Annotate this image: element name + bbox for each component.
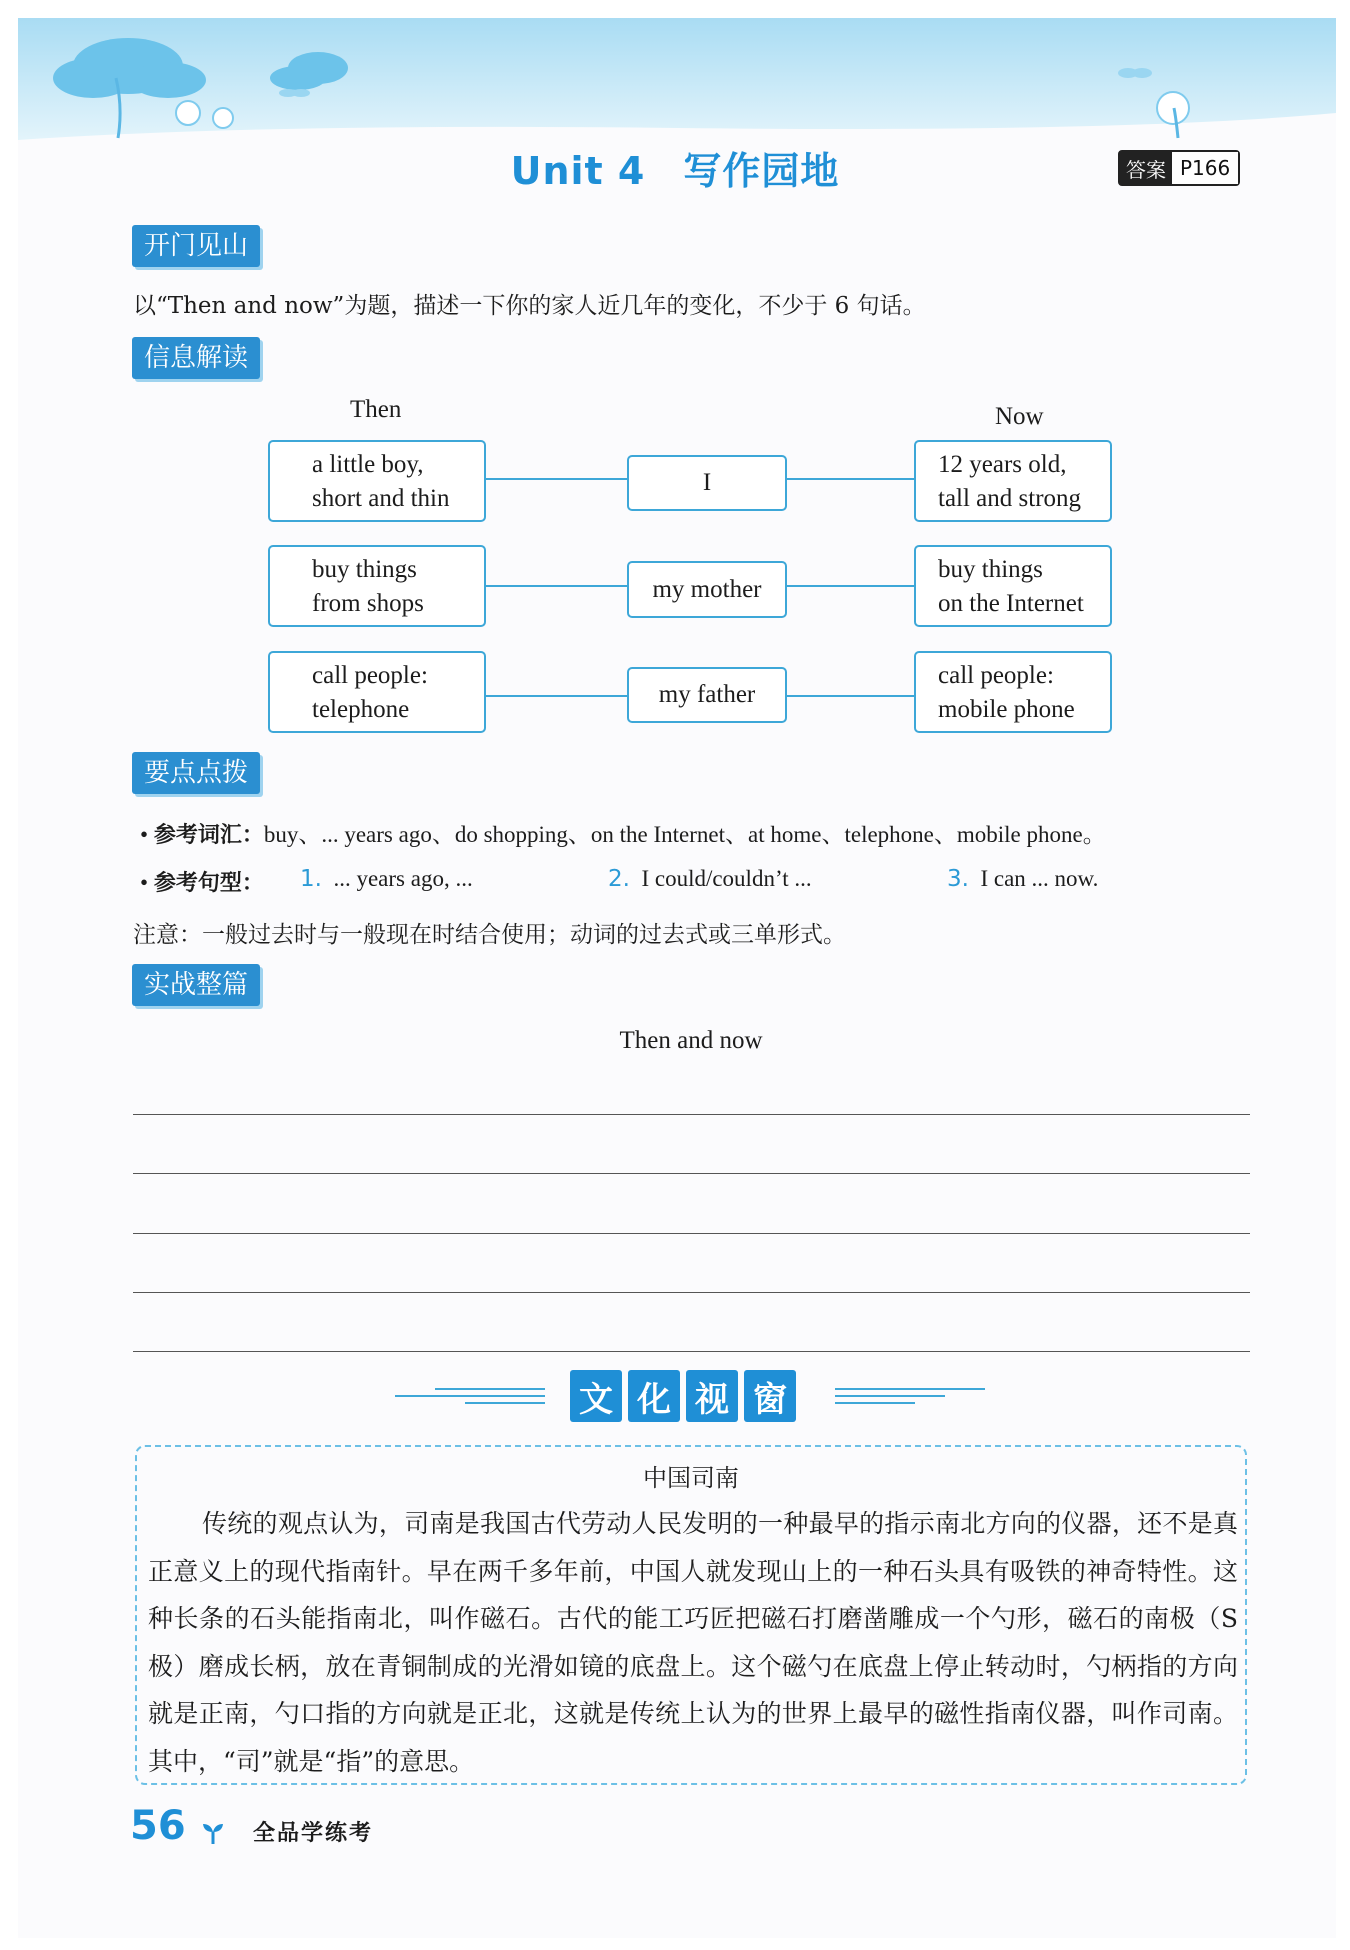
- header-banner-illustration: [18, 18, 1336, 143]
- writing-line[interactable]: [133, 1351, 1250, 1352]
- then-line: a little boy,: [312, 451, 424, 478]
- unit-label: Unit 4: [510, 149, 646, 193]
- then-line: buy things: [312, 556, 417, 583]
- heading-char: 窗: [744, 1370, 796, 1422]
- now-column-heading: Now: [995, 403, 1044, 430]
- now-box: [914, 440, 1112, 522]
- now-line: mobile phone: [938, 696, 1075, 723]
- heading-char: 化: [628, 1370, 680, 1422]
- section-title: 写作园地: [683, 149, 840, 193]
- pattern-text: I can ... now.: [980, 866, 1099, 891]
- decorative-lines-right: [835, 1388, 985, 1409]
- section-tag-tips: 要点点拨: [132, 752, 260, 794]
- then-box: [268, 545, 486, 627]
- now-line: on the Internet: [938, 590, 1084, 617]
- grammar-note: 注意：一般过去时与一般现在时结合使用；动词的过去式或三单形式。: [133, 922, 846, 948]
- connector-line: [486, 585, 628, 587]
- now-box: [914, 545, 1112, 627]
- then-line: telephone: [312, 696, 410, 723]
- writing-line[interactable]: [133, 1233, 1250, 1234]
- vocab-line: [140, 816, 1106, 849]
- culture-window-heading: [570, 1370, 796, 1422]
- then-box: [268, 651, 486, 733]
- writing-line[interactable]: [133, 1173, 1250, 1174]
- answer-reference-badge: [1118, 150, 1240, 186]
- writing-prompt: 以“Then and now”为题，描述一下你的家人近几年的变化，不少于 6 句话。: [133, 293, 926, 319]
- now-line: 12 years old,: [938, 451, 1067, 478]
- connector-line: [787, 695, 915, 697]
- heading-char: 文: [570, 1370, 622, 1422]
- bullet-dot: •: [140, 870, 154, 895]
- person-box: [627, 455, 787, 511]
- pattern-text: ... years ago, ...: [333, 866, 473, 891]
- answer-page: P166: [1172, 152, 1238, 184]
- page-number: 56: [130, 1803, 186, 1849]
- pattern-item: [300, 866, 473, 892]
- section-tag-info: 信息解读: [132, 337, 260, 379]
- pattern-line: [140, 866, 264, 897]
- now-line: tall and strong: [938, 485, 1082, 512]
- vocab-label: 参考词汇：: [153, 823, 264, 848]
- section-tag-writing: 实战整篇: [132, 964, 260, 1006]
- now-box: [914, 651, 1112, 733]
- heading-char: 视: [686, 1370, 738, 1422]
- pattern-item: [947, 866, 1098, 892]
- publisher-brand: 全品学练考: [253, 1821, 374, 1846]
- now-line: call people:: [938, 662, 1054, 689]
- pattern-number: 3.: [947, 866, 969, 892]
- person-label: I: [702, 469, 712, 496]
- then-box: [268, 440, 486, 522]
- pattern-number: 1.: [300, 866, 322, 892]
- pattern-item: [608, 866, 812, 892]
- vocab-list: buy、... years ago、do shopping、on the Internet、at home、telephone、mobile phone。: [263, 822, 1106, 847]
- sprout-icon: [200, 1820, 226, 1846]
- then-line: short and thin: [312, 485, 450, 512]
- pattern-number: 2.: [608, 866, 630, 892]
- connector-line: [486, 478, 628, 480]
- answer-label: 答案: [1120, 152, 1172, 184]
- culture-article-title: 中国司南: [643, 1464, 739, 1492]
- pattern-text: I could/couldn’t ...: [641, 866, 812, 891]
- connector-line: [787, 585, 915, 587]
- essay-title: Then and now: [619, 1027, 763, 1054]
- pattern-label: 参考句型：: [153, 871, 264, 896]
- bullet-dot: •: [140, 822, 154, 847]
- then-column-heading: Then: [350, 396, 402, 423]
- person-box: [627, 561, 787, 618]
- connector-line: [787, 478, 915, 480]
- connector-line: [486, 695, 628, 697]
- person-label: my father: [658, 681, 756, 708]
- culture-article-body: 传统的观点认为，司南是我国古代劳动人民发明的一种最早的指示南北方向的仪器，还不是真正意义上的现代指南针。早在两千多年前，中国人就发现山上的一种石头具有吸铁的神奇特性。这种长条的石头能指南北，叫作磁石。古代的能工巧匠把磁石打磨凿雕成一个勺形，磁石的南极（S 极）磨成长柄，放在青铜制成的光滑如镜的底盘上。这个磁勺在底盘上停止转动时，勺柄指的方向就是正南，勺口指的方向就是正北，这就是传统上认为的世界上最早的磁性指南仪器，叫作司南。其中，“司”就是“指”的意思。: [148, 1509, 1238, 1776]
- now-line: buy things: [938, 556, 1043, 583]
- person-box: [627, 667, 787, 723]
- writing-line[interactable]: [133, 1292, 1250, 1293]
- decorative-lines-left: [395, 1388, 545, 1409]
- then-line: from shops: [312, 590, 424, 617]
- person-label: my mother: [652, 575, 762, 603]
- writing-line[interactable]: [133, 1114, 1250, 1115]
- section-tag-opening: 开门见山: [132, 225, 260, 267]
- then-line: call people:: [312, 662, 428, 689]
